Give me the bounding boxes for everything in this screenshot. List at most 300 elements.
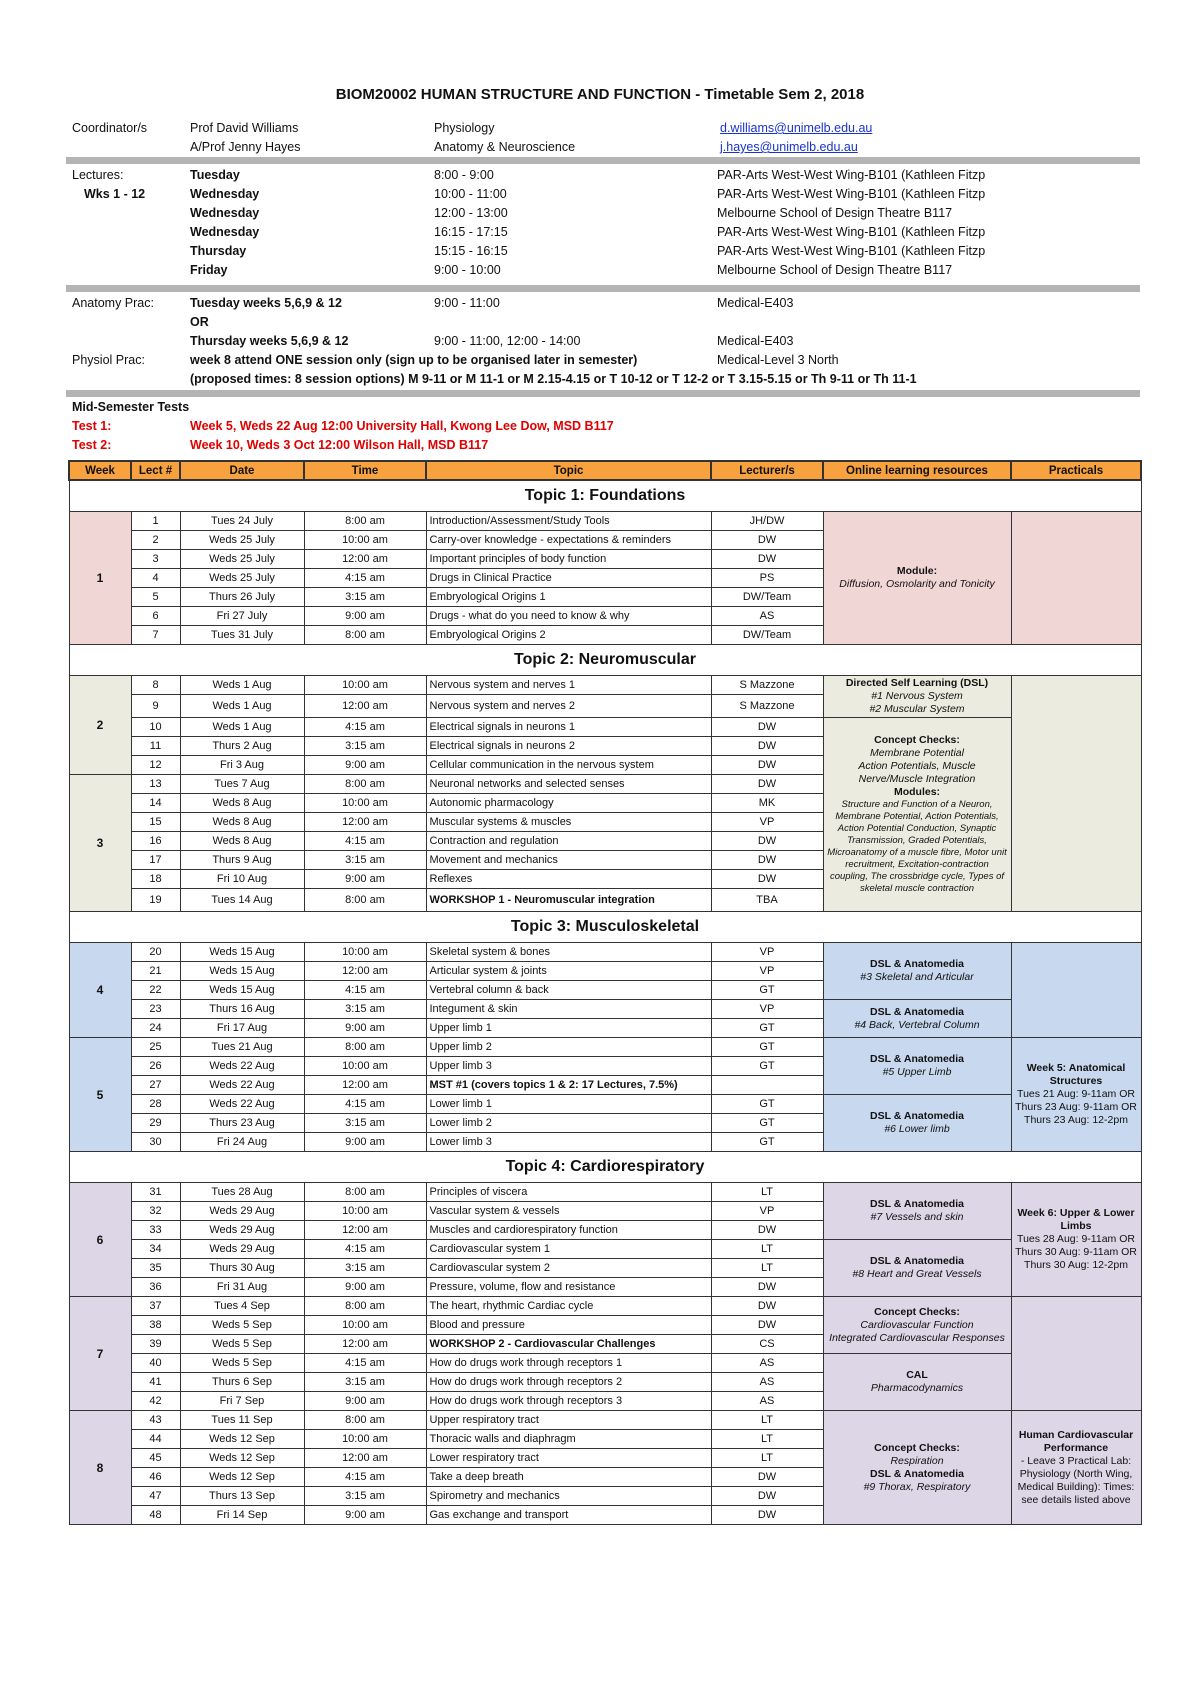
separator-bar <box>66 285 1140 292</box>
lecture-time: 9:00 am <box>304 1019 426 1038</box>
lecturer: LT <box>711 1259 823 1278</box>
lecture-topic: Articular system & joints <box>426 962 711 981</box>
lecturer: LT <box>711 1183 823 1202</box>
online-resource-title: DSL & Anatomedia <box>870 1053 964 1065</box>
lecture-date: Fri 7 Sep <box>180 1392 304 1411</box>
lecture-time: 12:00 am <box>304 695 426 718</box>
lecture-date: Weds 5 Sep <box>180 1335 304 1354</box>
lecture-topic: Embryological Origins 1 <box>426 588 711 607</box>
lecture-topic: Drugs - what do you need to know & why <box>426 607 711 626</box>
lecture-date: Thurs 16 Aug <box>180 1000 304 1019</box>
lecture-time: 10:00 am <box>304 943 426 962</box>
lecture-time: 16:15 - 17:15 <box>434 225 508 239</box>
lecture-day: Wednesday <box>190 225 260 239</box>
practicals-cell <box>1011 1038 1141 1152</box>
lecture-number: 1 <box>131 512 180 531</box>
lecture-date: Weds 1 Aug <box>180 676 304 695</box>
lecturer: GT <box>711 1038 823 1057</box>
lecture-number: 24 <box>131 1019 180 1038</box>
lecture-topic: Thoracic walls and diaphragm <box>426 1430 711 1449</box>
practical-times: Tues 21 Aug: 9-11am OR Thurs 23 Aug: 9-11am OR Thurs 23 Aug: 12-2pm <box>1015 1088 1137 1126</box>
column-header-row <box>69 461 1141 480</box>
lecture-date: Fri 27 July <box>180 607 304 626</box>
week-number-cell: 3 <box>69 775 131 912</box>
lecture-topic: How do drugs work through receptors 1 <box>426 1354 711 1373</box>
online-dsl-item: #9 Thorax, Respiratory <box>863 1480 971 1493</box>
col-header-lect: Lect # <box>131 461 180 480</box>
test-1-details: Week 5, Weds 22 Aug 12:00 University Hall, Kwong Lee Dow, MSD B117 <box>190 419 614 433</box>
lecturer: LT <box>711 1430 823 1449</box>
lecture-time: 8:00 am <box>304 512 426 531</box>
lecture-topic: Take a deep breath <box>426 1468 711 1487</box>
lecturer: PS <box>711 569 823 588</box>
lecture-time: 3:15 am <box>304 851 426 870</box>
lecture-number: 11 <box>131 737 180 756</box>
lecture-time: 4:15 am <box>304 1468 426 1487</box>
coordinator-2-email-link[interactable]: j.hayes@unimelb.edu.au <box>720 140 858 154</box>
lecture-number: 44 <box>131 1430 180 1449</box>
online-modules-body: Structure and Function of a Neuron, Membrane Potential, Action Potentials, Action Potential Conduction, Synaptic Transmission, Graded Potentials, Microanatomy of a muscle fibre, Motor unit recruitment, Excitation-contraction coupling, The crossbridge cycle, Types of skeletal muscle contraction <box>827 799 1007 894</box>
lecture-number: 35 <box>131 1259 180 1278</box>
lecture-date: Tues 21 Aug <box>180 1038 304 1057</box>
lecture-topic: MST #1 (covers topics 1 & 2: 17 Lectures, 7.5%) <box>426 1076 711 1095</box>
timetable <box>68 460 1142 1525</box>
lectures-label: Lectures: <box>72 168 124 182</box>
table-row <box>69 718 1141 737</box>
lecture-number: 5 <box>131 588 180 607</box>
lecturer: MK <box>711 794 823 813</box>
lecture-time: 9:00 am <box>304 756 426 775</box>
lecturer: DW <box>711 870 823 889</box>
col-header-week: Week <box>69 461 131 480</box>
anatomy-prac-option-1: Tuesday weeks 5,6,9 & 12 <box>190 296 342 310</box>
table-row <box>69 1354 1141 1373</box>
tests-block <box>72 398 1140 455</box>
online-resources-cell <box>823 1411 1011 1525</box>
lecture-date: Tues 4 Sep <box>180 1297 304 1316</box>
table-row <box>69 1183 1141 1202</box>
practical-title: Human Cardiovascular Performance <box>1018 1428 1134 1454</box>
lecture-date: Weds 12 Sep <box>180 1449 304 1468</box>
lecture-topic: Reflexes <box>426 870 711 889</box>
lecture-venue: Melbourne School of Design Theatre B117 <box>717 263 953 277</box>
online-resources-cell <box>823 1240 1011 1297</box>
lecturer: VP <box>711 1202 823 1221</box>
topic-row <box>69 480 1141 512</box>
lecture-number: 25 <box>131 1038 180 1057</box>
online-resources-cell <box>823 1095 1011 1152</box>
lecture-date: Fri 10 Aug <box>180 870 304 889</box>
lecture-number: 31 <box>131 1183 180 1202</box>
lecture-topic: Integument & skin <box>426 1000 711 1019</box>
lecturer: DW <box>711 1221 823 1240</box>
topic-heading: Topic 2: Neuromuscular <box>69 645 1141 676</box>
lecture-topic: Vertebral column & back <box>426 981 711 1000</box>
lecture-date: Tues 28 Aug <box>180 1183 304 1202</box>
lecturer: GT <box>711 1114 823 1133</box>
lecture-number: 36 <box>131 1278 180 1297</box>
online-modules-title: Modules: <box>893 786 941 798</box>
lecture-date: Tues 14 Aug <box>180 889 304 912</box>
lecture-date: Weds 1 Aug <box>180 695 304 718</box>
coordinator-2-dept: Anatomy & Neuroscience <box>434 140 576 154</box>
or-label: OR <box>190 315 209 329</box>
table-row <box>69 1411 1141 1430</box>
lecturer: LT <box>711 1411 823 1430</box>
lecture-number: 27 <box>131 1076 180 1095</box>
practical-times: Tues 28 Aug: 9-11am OR Thurs 30 Aug: 9-11am OR Thurs 30 Aug: 12-2pm <box>1015 1233 1137 1271</box>
anatomy-prac-time-2: 9:00 - 11:00, 12:00 - 14:00 <box>434 334 581 348</box>
online-resources-cell <box>823 1297 1011 1354</box>
practicals-cell <box>1011 1297 1141 1411</box>
online-concept-item: Action Potentials, Muscle <box>858 760 976 772</box>
lecture-topic: Embryological Origins 2 <box>426 626 711 645</box>
lecture-topic: Pressure, volume, flow and resistance <box>426 1278 711 1297</box>
anatomy-prac-venue-1: Medical-E403 <box>717 296 794 310</box>
lecture-time: 12:00 am <box>304 962 426 981</box>
lecture-topic: Blood and pressure <box>426 1316 711 1335</box>
lecture-number: 14 <box>131 794 180 813</box>
lecturer: CS <box>711 1335 823 1354</box>
online-concept-item: Integrated Cardiovascular Responses <box>829 1331 1005 1344</box>
week-number-cell: 5 <box>69 1038 131 1152</box>
coordinator-1-dept: Physiology <box>434 121 495 135</box>
online-module-body: Diffusion, Osmolarity and Tonicity <box>839 578 995 590</box>
lecture-topic: Cardiovascular system 2 <box>426 1259 711 1278</box>
online-resource-body: #6 Lower limb <box>884 1123 950 1135</box>
lecture-date: Thurs 6 Sep <box>180 1373 304 1392</box>
lecture-number: 7 <box>131 626 180 645</box>
lecture-time: 4:15 am <box>304 981 426 1000</box>
lecturer: DW <box>711 1506 823 1525</box>
lecture-time: 12:00 am <box>304 1449 426 1468</box>
lecture-time: 12:00 am <box>304 1076 426 1095</box>
lecture-day: Wednesday <box>190 206 260 220</box>
col-header-lecturers: Lecturer/s <box>711 461 823 480</box>
online-resources-cell <box>823 718 1011 912</box>
lecture-topic: Nervous system and nerves 1 <box>426 676 711 695</box>
lecturer: GT <box>711 1133 823 1152</box>
lecturer: DW <box>711 851 823 870</box>
lecture-time: 8:00 - 9:00 <box>434 168 494 182</box>
lecture-date: Weds 15 Aug <box>180 943 304 962</box>
lecture-time: 9:00 am <box>304 1392 426 1411</box>
lecture-number: 34 <box>131 1240 180 1259</box>
lecture-date: Thurs 9 Aug <box>180 851 304 870</box>
lecture-time: 12:00 am <box>304 813 426 832</box>
lecture-number: 20 <box>131 943 180 962</box>
lecture-date: Fri 31 Aug <box>180 1278 304 1297</box>
lecture-time: 8:00 am <box>304 889 426 912</box>
online-resources-cell <box>823 676 1011 718</box>
week-number-cell: 6 <box>69 1183 131 1297</box>
lecture-topic: WORKSHOP 1 - Neuromuscular integration <box>426 889 711 912</box>
lecture-date: Thurs 26 July <box>180 588 304 607</box>
lecture-number: 2 <box>131 531 180 550</box>
lecture-number: 43 <box>131 1411 180 1430</box>
lecture-venue: PAR-Arts West-West Wing-B101 (Kathleen Fitzp <box>717 168 986 182</box>
lecture-date: Weds 29 Aug <box>180 1202 304 1221</box>
lecture-number: 12 <box>131 756 180 775</box>
lecture-date: Weds 22 Aug <box>180 1076 304 1095</box>
lecturer: JH/DW <box>711 512 823 531</box>
table-row <box>69 1038 1141 1057</box>
lecturer: AS <box>711 607 823 626</box>
lecture-topic: Spirometry and mechanics <box>426 1487 711 1506</box>
lecture-time: 12:00 am <box>304 1221 426 1240</box>
practicals-cell <box>1011 1411 1141 1525</box>
lecture-time: 8:00 am <box>304 775 426 794</box>
practical-title: Week 6: Upper & Lower Limbs <box>1017 1207 1135 1232</box>
lecturer: DW <box>711 1487 823 1506</box>
lecture-number: 26 <box>131 1057 180 1076</box>
anatomy-prac-venue-2: Medical-E403 <box>717 334 794 348</box>
lecture-time: 3:15 am <box>304 1373 426 1392</box>
lecture-time: 9:00 am <box>304 1278 426 1297</box>
lecture-topic: Upper limb 3 <box>426 1057 711 1076</box>
lecture-venue: Melbourne School of Design Theatre B117 <box>717 206 953 220</box>
lecture-date: Weds 8 Aug <box>180 813 304 832</box>
lecture-time: 12:00 am <box>304 550 426 569</box>
lecture-time: 8:00 am <box>304 626 426 645</box>
online-concept-title: Concept Checks: <box>874 1305 960 1318</box>
online-resources-cell <box>823 1038 1011 1095</box>
lecture-number: 40 <box>131 1354 180 1373</box>
lecture-time: 3:15 am <box>304 588 426 607</box>
lecture-date: Weds 12 Sep <box>180 1468 304 1487</box>
physiol-prac-info: week 8 attend ONE session only (sign up to be organised later in semester) <box>190 353 638 367</box>
practicals-cell <box>1011 1183 1141 1297</box>
table-row <box>69 943 1141 962</box>
col-header-date: Date <box>180 461 304 480</box>
lecture-date: Fri 17 Aug <box>180 1019 304 1038</box>
lecture-topic: Cardiovascular system 1 <box>426 1240 711 1259</box>
online-concept-item: Nerve/Muscle Integration <box>858 773 976 785</box>
online-resources-cell <box>823 512 1011 645</box>
lecture-day: Tuesday <box>190 168 240 182</box>
lecturer: DW <box>711 1316 823 1335</box>
lecture-topic: How do drugs work through receptors 3 <box>426 1392 711 1411</box>
lecturer: GT <box>711 981 823 1000</box>
lecture-time: 8:00 am <box>304 1038 426 1057</box>
lecture-topic: Contraction and regulation <box>426 832 711 851</box>
lecture-time: 3:15 am <box>304 1487 426 1506</box>
lecture-date: Weds 8 Aug <box>180 794 304 813</box>
online-resource-title: DSL & Anatomedia <box>870 1198 964 1210</box>
week-number-cell: 8 <box>69 1411 131 1525</box>
lecture-number: 37 <box>131 1297 180 1316</box>
lecturer: DW <box>711 1468 823 1487</box>
lecture-venue: PAR-Arts West-West Wing-B101 (Kathleen Fitzp <box>717 225 986 239</box>
topic-row <box>69 1152 1141 1183</box>
lecturer: DW <box>711 550 823 569</box>
lecturer: GT <box>711 1095 823 1114</box>
test-2-label: Test 2: <box>72 438 112 452</box>
lecture-time: 8:00 am <box>304 1297 426 1316</box>
lecture-time: 10:00 am <box>304 1430 426 1449</box>
lecturer: VP <box>711 943 823 962</box>
week-number-cell: 4 <box>69 943 131 1038</box>
lecture-time: 4:15 am <box>304 832 426 851</box>
lecture-number: 16 <box>131 832 180 851</box>
lecturer: DW <box>711 1297 823 1316</box>
online-dsl-item: #1 Nervous System <box>871 690 963 702</box>
lecture-topic: Nervous system and nerves 2 <box>426 695 711 718</box>
separator-bar <box>66 390 1140 397</box>
lecture-topic: Lower respiratory tract <box>426 1449 711 1468</box>
lecture-number: 8 <box>131 676 180 695</box>
practical-times: - Leave 3 Practical Lab: Physiology (North Wing, Medical Building): Times: see details listed above <box>1017 1454 1135 1506</box>
lecturer: DW <box>711 775 823 794</box>
lecture-topic: WORKSHOP 2 - Cardiovascular Challenges <box>426 1335 711 1354</box>
lecture-number: 3 <box>131 550 180 569</box>
lecture-number: 47 <box>131 1487 180 1506</box>
physiol-prac-venue: Medical-Level 3 North <box>717 353 839 367</box>
anatomy-prac-time-1: 9:00 - 11:00 <box>434 296 500 310</box>
lecture-date: Weds 22 Aug <box>180 1057 304 1076</box>
coordinators-label: Coordinator/s <box>72 121 148 135</box>
lecture-date: Weds 22 Aug <box>180 1095 304 1114</box>
lecture-topic: Upper respiratory tract <box>426 1411 711 1430</box>
lecturer: VP <box>711 962 823 981</box>
lecture-time: 8:00 am <box>304 1183 426 1202</box>
online-resource-body: Pharmacodynamics <box>870 1382 964 1394</box>
lecture-topic: Important principles of body function <box>426 550 711 569</box>
lecturer: VP <box>711 1000 823 1019</box>
lecture-time: 3:15 am <box>304 1000 426 1019</box>
lecture-number: 21 <box>131 962 180 981</box>
lecture-day: Friday <box>190 263 228 277</box>
lecture-time: 10:00 am <box>304 531 426 550</box>
lecture-venue: PAR-Arts West-West Wing-B101 (Kathleen Fitzp <box>717 187 986 201</box>
lecture-topic: Electrical signals in neurons 1 <box>426 718 711 737</box>
lecture-topic: Skeletal system & bones <box>426 943 711 962</box>
online-resource-body: #5 Upper Limb <box>882 1066 952 1078</box>
lecture-number: 45 <box>131 1449 180 1468</box>
online-concept-item: Respiration <box>890 1454 944 1467</box>
lecture-topic: Muscular systems & muscles <box>426 813 711 832</box>
separator-bar <box>66 157 1140 164</box>
online-dsl-title: DSL & Anatomedia <box>870 1467 964 1480</box>
lecture-topic: Introduction/Assessment/Study Tools <box>426 512 711 531</box>
lecture-time: 10:00 am <box>304 1202 426 1221</box>
lecture-time: 4:15 am <box>304 1240 426 1259</box>
lecturer: DW <box>711 756 823 775</box>
online-resource-body: #4 Back, Vertebral Column <box>854 1018 980 1031</box>
lecture-number: 6 <box>131 607 180 626</box>
lecture-topic: Carry-over knowledge - expectations & reminders <box>426 531 711 550</box>
online-module-title: Module: <box>896 565 938 577</box>
lecture-number: 46 <box>131 1468 180 1487</box>
lecture-number: 17 <box>131 851 180 870</box>
lecturer: AS <box>711 1373 823 1392</box>
lecture-day: Thursday <box>190 244 247 258</box>
lecture-topic: Electrical signals in neurons 2 <box>426 737 711 756</box>
lecture-time: 10:00 - 11:00 <box>434 187 507 201</box>
lecture-number: 15 <box>131 813 180 832</box>
lecture-topic: Principles of viscera <box>426 1183 711 1202</box>
online-resources-cell <box>823 1354 1011 1411</box>
lecture-date: Thurs 2 Aug <box>180 737 304 756</box>
lecturer: DW/Team <box>711 626 823 645</box>
lecture-time: 8:00 am <box>304 1411 426 1430</box>
online-dsl-title: Directed Self Learning (DSL) <box>845 677 989 689</box>
lecturer: GT <box>711 1019 823 1038</box>
online-concept-item: Membrane Potential <box>870 747 964 759</box>
lecture-time: 10:00 am <box>304 1057 426 1076</box>
table-row <box>69 1095 1141 1114</box>
table-row <box>69 676 1141 695</box>
midsem-label: Mid-Semester Tests <box>72 400 190 414</box>
lecturer: LT <box>711 1449 823 1468</box>
lecture-time: 9:00 am <box>304 607 426 626</box>
anatomy-prac-label: Anatomy Prac: <box>72 296 154 310</box>
lecture-number: 18 <box>131 870 180 889</box>
lecture-date: Fri 3 Aug <box>180 756 304 775</box>
online-resource-title: CAL <box>906 1369 928 1381</box>
lecture-time: 10:00 am <box>304 1316 426 1335</box>
lecture-number: 39 <box>131 1335 180 1354</box>
topic-row <box>69 645 1141 676</box>
page-title: BIOM20002 HUMAN STRUCTURE AND FUNCTION - Timetable Sem 2, 2018 <box>335 86 865 103</box>
col-header-online: Online learning resources <box>823 461 1011 480</box>
coordinator-1-email-link[interactable]: d.williams@unimelb.edu.au <box>720 121 873 135</box>
week-number-cell: 2 <box>69 676 131 775</box>
lecture-time: 3:15 am <box>304 737 426 756</box>
online-dsl-item: #2 Muscular System <box>869 703 965 715</box>
lecture-topic: Vascular system & vessels <box>426 1202 711 1221</box>
lecture-number: 10 <box>131 718 180 737</box>
lecturer: DW <box>711 718 823 737</box>
lecture-number: 4 <box>131 569 180 588</box>
lecture-date: Weds 25 July <box>180 531 304 550</box>
lecture-time: 3:15 am <box>304 1259 426 1278</box>
lecture-time: 9:00 - 10:00 <box>434 263 501 277</box>
weeks-label: Wks 1 - 12 <box>84 187 146 201</box>
table-row <box>69 1240 1141 1259</box>
week-number-cell: 1 <box>69 512 131 645</box>
coordinator-1-name: Prof David Williams <box>190 121 299 135</box>
online-resource-title: DSL & Anatomedia <box>870 958 964 970</box>
lecture-venue: PAR-Arts West-West Wing-B101 (Kathleen Fitzp <box>717 244 986 258</box>
lecture-topic: Neuronal networks and selected senses <box>426 775 711 794</box>
lecture-date: Fri 14 Sep <box>180 1506 304 1525</box>
coordinators-block <box>72 119 1140 157</box>
practicals-block <box>72 294 1140 389</box>
lecture-time: 9:00 am <box>304 1133 426 1152</box>
lecture-topic: Upper limb 1 <box>426 1019 711 1038</box>
lecture-date: Weds 12 Sep <box>180 1430 304 1449</box>
lecture-time: 3:15 am <box>304 1114 426 1133</box>
lecture-date: Weds 1 Aug <box>180 718 304 737</box>
topic-row <box>69 912 1141 943</box>
anatomy-prac-option-2: Thursday weeks 5,6,9 & 12 <box>190 334 349 348</box>
lecture-date: Weds 15 Aug <box>180 981 304 1000</box>
lecturer: VP <box>711 813 823 832</box>
lecture-topic: Upper limb 2 <box>426 1038 711 1057</box>
week-number-cell: 7 <box>69 1297 131 1411</box>
col-header-time: Time <box>304 461 426 480</box>
practicals-cell <box>1011 943 1141 1038</box>
lecture-number: 42 <box>131 1392 180 1411</box>
lecturer: AS <box>711 1354 823 1373</box>
lecturer: DW <box>711 1278 823 1297</box>
online-resource-body: #8 Heart and Great Vessels <box>852 1268 982 1280</box>
physiol-prac-times: (proposed times: 8 session options) M 9-11 or M 11-1 or M 2.15-4.15 or T 10-12 or T 12-2 or T 3.15-5.15 or Th 9-11 or Th 11-1 <box>190 372 917 386</box>
lecture-number: 48 <box>131 1506 180 1525</box>
lecture-topic: Muscles and cardiorespiratory function <box>426 1221 711 1240</box>
lecture-date: Tues 7 Aug <box>180 775 304 794</box>
